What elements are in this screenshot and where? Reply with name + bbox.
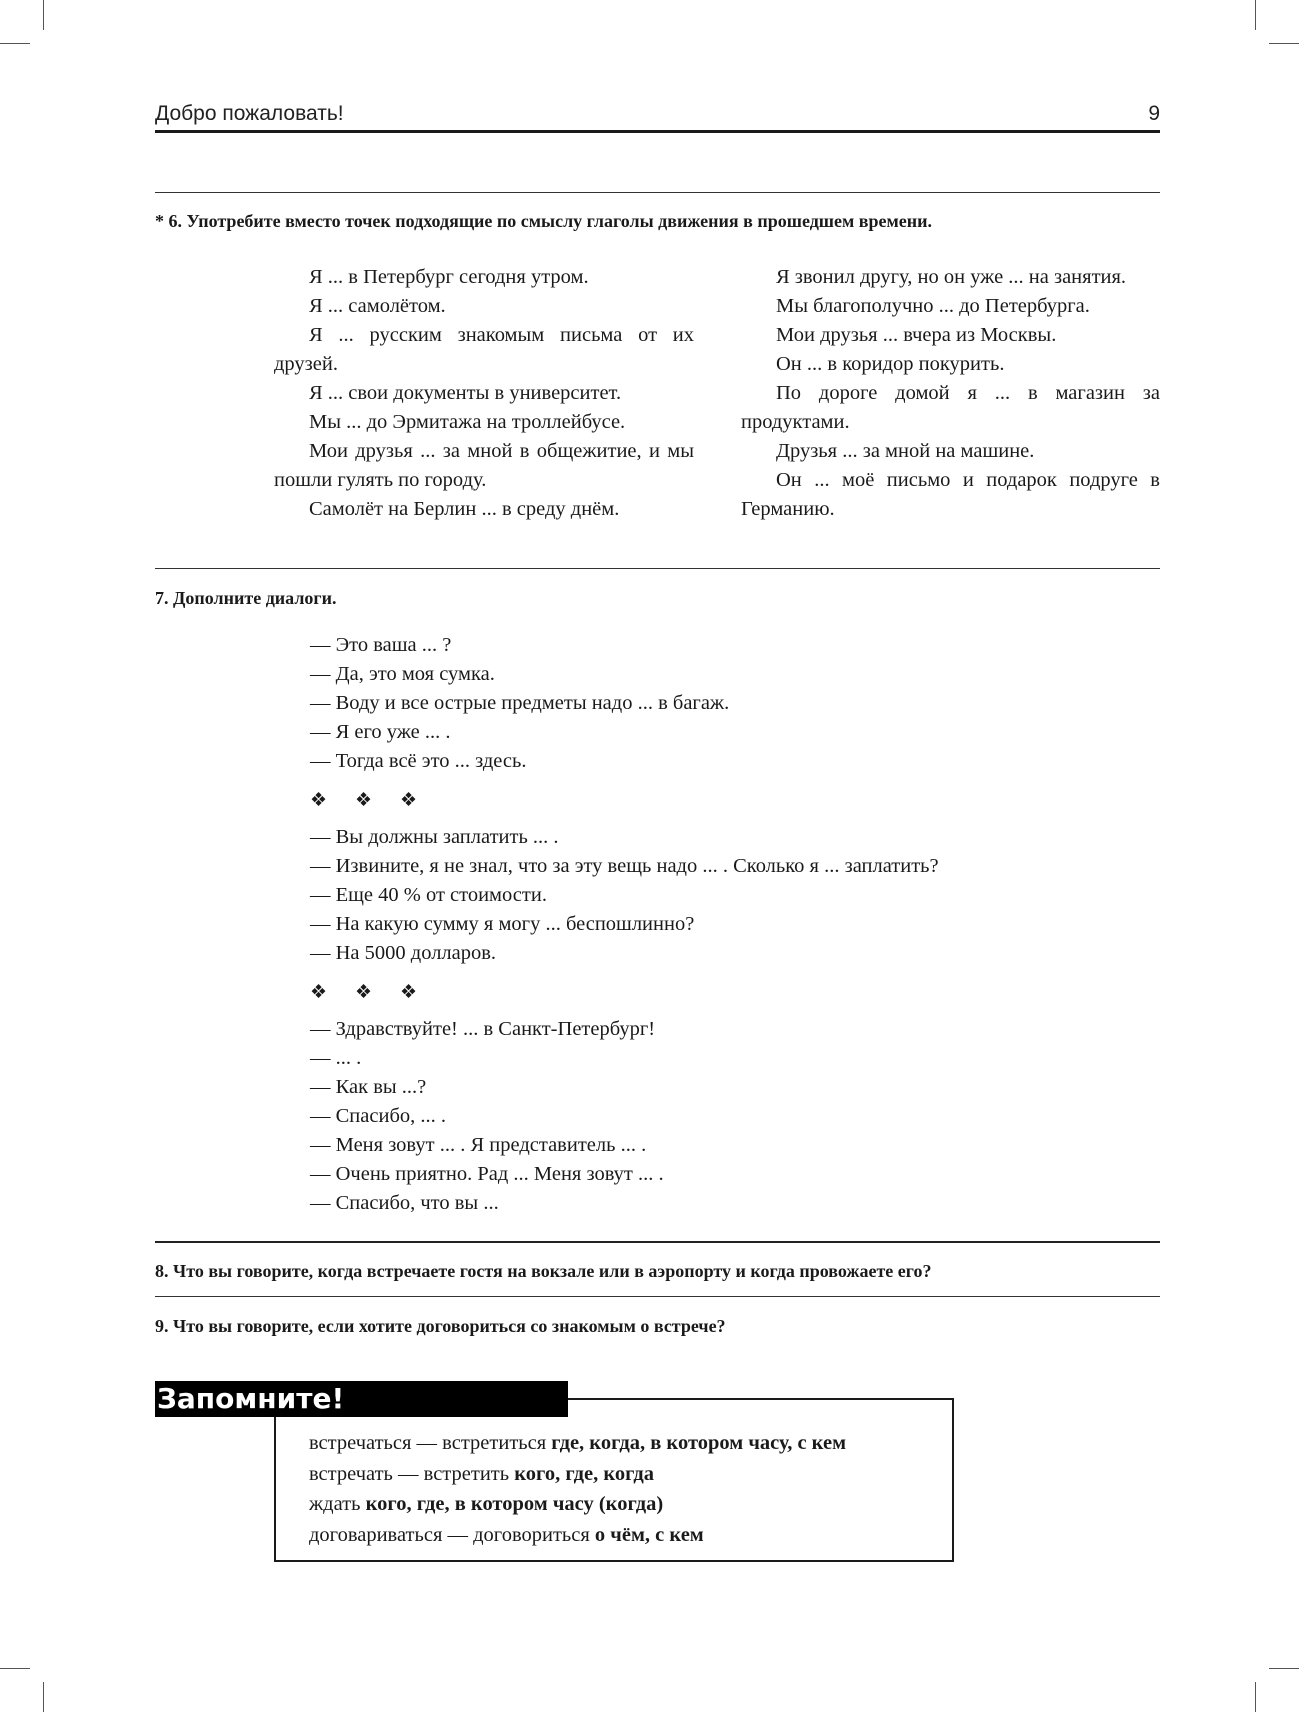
dialog-line: — Вы должны заплатить ... .: [310, 826, 559, 848]
sentence: Мои друзья ... вчера из Москвы.: [776, 324, 1057, 346]
crop-mark: [0, 43, 30, 44]
remember-line: [309, 1520, 846, 1551]
dialog-line: — Еще 40 % от стоимости.: [310, 884, 547, 906]
dialog-line: — Спасибо, что вы ...: [310, 1192, 499, 1214]
sentence: Мои друзья ... за мной в общежитие, и мы пошли гулять по городу.: [274, 440, 694, 491]
sentence: Я ... свои документы в университет.: [309, 382, 622, 404]
diamond-ornament-icon: ❖: [310, 790, 328, 811]
government: кого, где, когда: [514, 1462, 655, 1485]
crop-mark: [43, 1682, 44, 1712]
dialog-line: — Да, это моя сумка.: [310, 663, 495, 685]
crop-mark: [1255, 0, 1256, 30]
dialog-line: — ... .: [310, 1047, 362, 1069]
government: кого, где, в котором часу (когда): [365, 1493, 664, 1515]
divider: [155, 192, 1160, 193]
remember-line: [309, 1428, 846, 1459]
dialog-line: — Как вы ...?: [310, 1076, 427, 1098]
exercise-6-left-column: [274, 263, 694, 524]
dialog-line: — Это ваша ... ?: [310, 634, 452, 656]
dialog-line: — Извините, я не знал, что за эту вещь надо ... . Сколько я ... заплатить?: [310, 855, 939, 877]
ornament-separator: [310, 786, 939, 815]
sentence: Я ... в Петербург сегодня утром.: [309, 266, 589, 288]
sentence: Самолёт на Берлин ... в среду днём.: [309, 498, 620, 520]
exercise-7-dialogs: [310, 631, 939, 1218]
dialog-line: — Меня зовут ... . Я представитель ... .: [310, 1134, 647, 1156]
dialog-line: — Здравствуйте! ... в Санкт-Петербург!: [310, 1018, 656, 1040]
verb-pair: встречаться — встретиться: [309, 1432, 552, 1454]
verb-pair: встречать — встретить: [309, 1462, 515, 1485]
sentence: Мы благополучно ... до Петербурга.: [776, 295, 1090, 317]
sentence: По дороге домой я ... в магазин за продуктами.: [741, 382, 1160, 433]
government: где, когда, в котором часу, с кем: [551, 1432, 847, 1454]
verb-pair: ждать: [309, 1493, 366, 1515]
page-header: [155, 100, 1160, 130]
page-title: Добро пожаловать!: [155, 102, 344, 125]
remember-line: [309, 1459, 846, 1490]
crop-mark: [1269, 43, 1299, 44]
government: о чём, с кем: [594, 1523, 704, 1546]
crop-mark: [0, 1668, 30, 1669]
sentence: Мы ... до Эрмитажа на троллейбусе.: [309, 411, 626, 433]
crop-mark: [1255, 1682, 1256, 1712]
sentence: Я ... самолётом.: [309, 295, 446, 317]
diamond-ornament-icon: ❖: [355, 982, 373, 1003]
divider: [155, 1241, 1160, 1243]
exercise-8-title: 8. Что вы говорите, когда встречаете гостя на вокзале или в аэропорту и когда провожаете его?: [155, 1261, 932, 1281]
exercise-7-title: 7. Дополните диалоги.: [155, 588, 337, 608]
dialog-line: — Я его уже ... .: [310, 721, 451, 743]
remember-list: [309, 1428, 846, 1550]
divider: [155, 568, 1160, 569]
verb-pair: договариваться — договориться: [309, 1523, 595, 1546]
sentence: Я ... русским знакомым письма от их друзей.: [274, 324, 694, 375]
divider: [155, 1296, 1160, 1297]
dialog-line: — Тогда всё это ... здесь.: [310, 750, 527, 772]
dialog-line: — Очень приятно. Рад ... Меня зовут ... .: [310, 1163, 664, 1185]
crop-mark: [1269, 1668, 1299, 1669]
sentence: Он ... моё письмо и подарок подруге в Германию.: [741, 469, 1160, 520]
diamond-ornament-icon: ❖: [400, 790, 418, 811]
sentence: Я звонил другу, но он уже ... на занятия.: [776, 266, 1127, 288]
dialog-line: — Воду и все острые предметы надо ... в багаж.: [310, 692, 730, 714]
exercise-9-title: 9. Что вы говорите, если хотите договориться со знакомым о встрече?: [155, 1316, 726, 1336]
diamond-ornament-icon: ❖: [310, 982, 328, 1003]
dialog-line: — На какую сумму я могу ... беспошлинно?: [310, 913, 695, 935]
dialog-line: — Спасибо, ... .: [310, 1105, 446, 1127]
crop-mark: [43, 0, 44, 30]
remember-title: Запомните!: [155, 1381, 568, 1417]
ornament-separator: [310, 978, 939, 1007]
diamond-ornament-icon: ❖: [400, 982, 418, 1003]
sentence: Он ... в коридор покурить.: [776, 353, 1005, 375]
exercise-6-right-column: [741, 263, 1160, 524]
diamond-ornament-icon: ❖: [355, 790, 373, 811]
page-number: 9: [1148, 102, 1160, 125]
sentence: Друзья ... за мной на машине.: [776, 440, 1035, 462]
header-rule: [155, 130, 1160, 133]
remember-line: [309, 1489, 846, 1520]
exercise-6-title: * 6. Употребите вместо точек подходящие по смыслу глаголы движения в прошедшем времени.: [155, 211, 932, 231]
dialog-line: — На 5000 долларов.: [310, 942, 497, 964]
